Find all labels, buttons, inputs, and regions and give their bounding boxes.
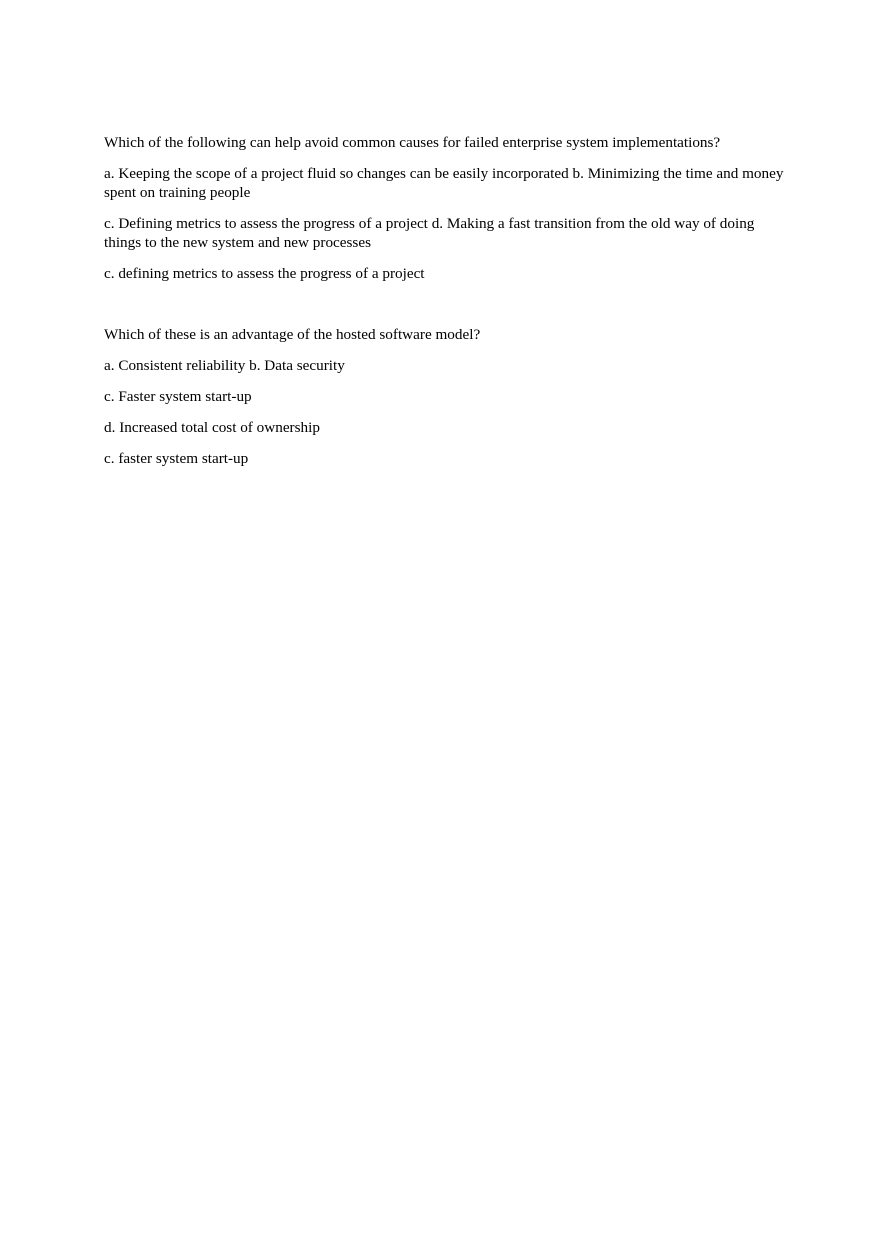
- question-1-option-cd: c. Defining metrics to assess the progress of a project d. Making a fast transition from the old way of doing things to the new system and new processes: [104, 215, 755, 251]
- question-2-prompt: Which of these is an advantage of the hosted software model?: [104, 326, 481, 343]
- question-1-prompt: Which of the following can help avoid common causes for failed enterprise system implementations?: [104, 134, 721, 151]
- question-2-option-ab: a. Consistent reliability b. Data security: [104, 357, 345, 374]
- question-block-2: [104, 325, 784, 468]
- question-block-1: [104, 133, 784, 283]
- question-2-option-d: d. Increased total cost of ownership: [104, 419, 320, 436]
- question-1-answer: c. defining metrics to assess the progress of a project: [104, 265, 425, 282]
- question-2-option-c: c. Faster system start-up: [104, 388, 252, 405]
- question-2-answer: c. faster system start-up: [104, 450, 249, 467]
- section-gap: [104, 295, 784, 325]
- question-1-option-ab: a. Keeping the scope of a project fluid so changes can be easily incorporated b. Minimizing the time and money spent on training people: [104, 165, 784, 201]
- document-page: [104, 133, 784, 480]
